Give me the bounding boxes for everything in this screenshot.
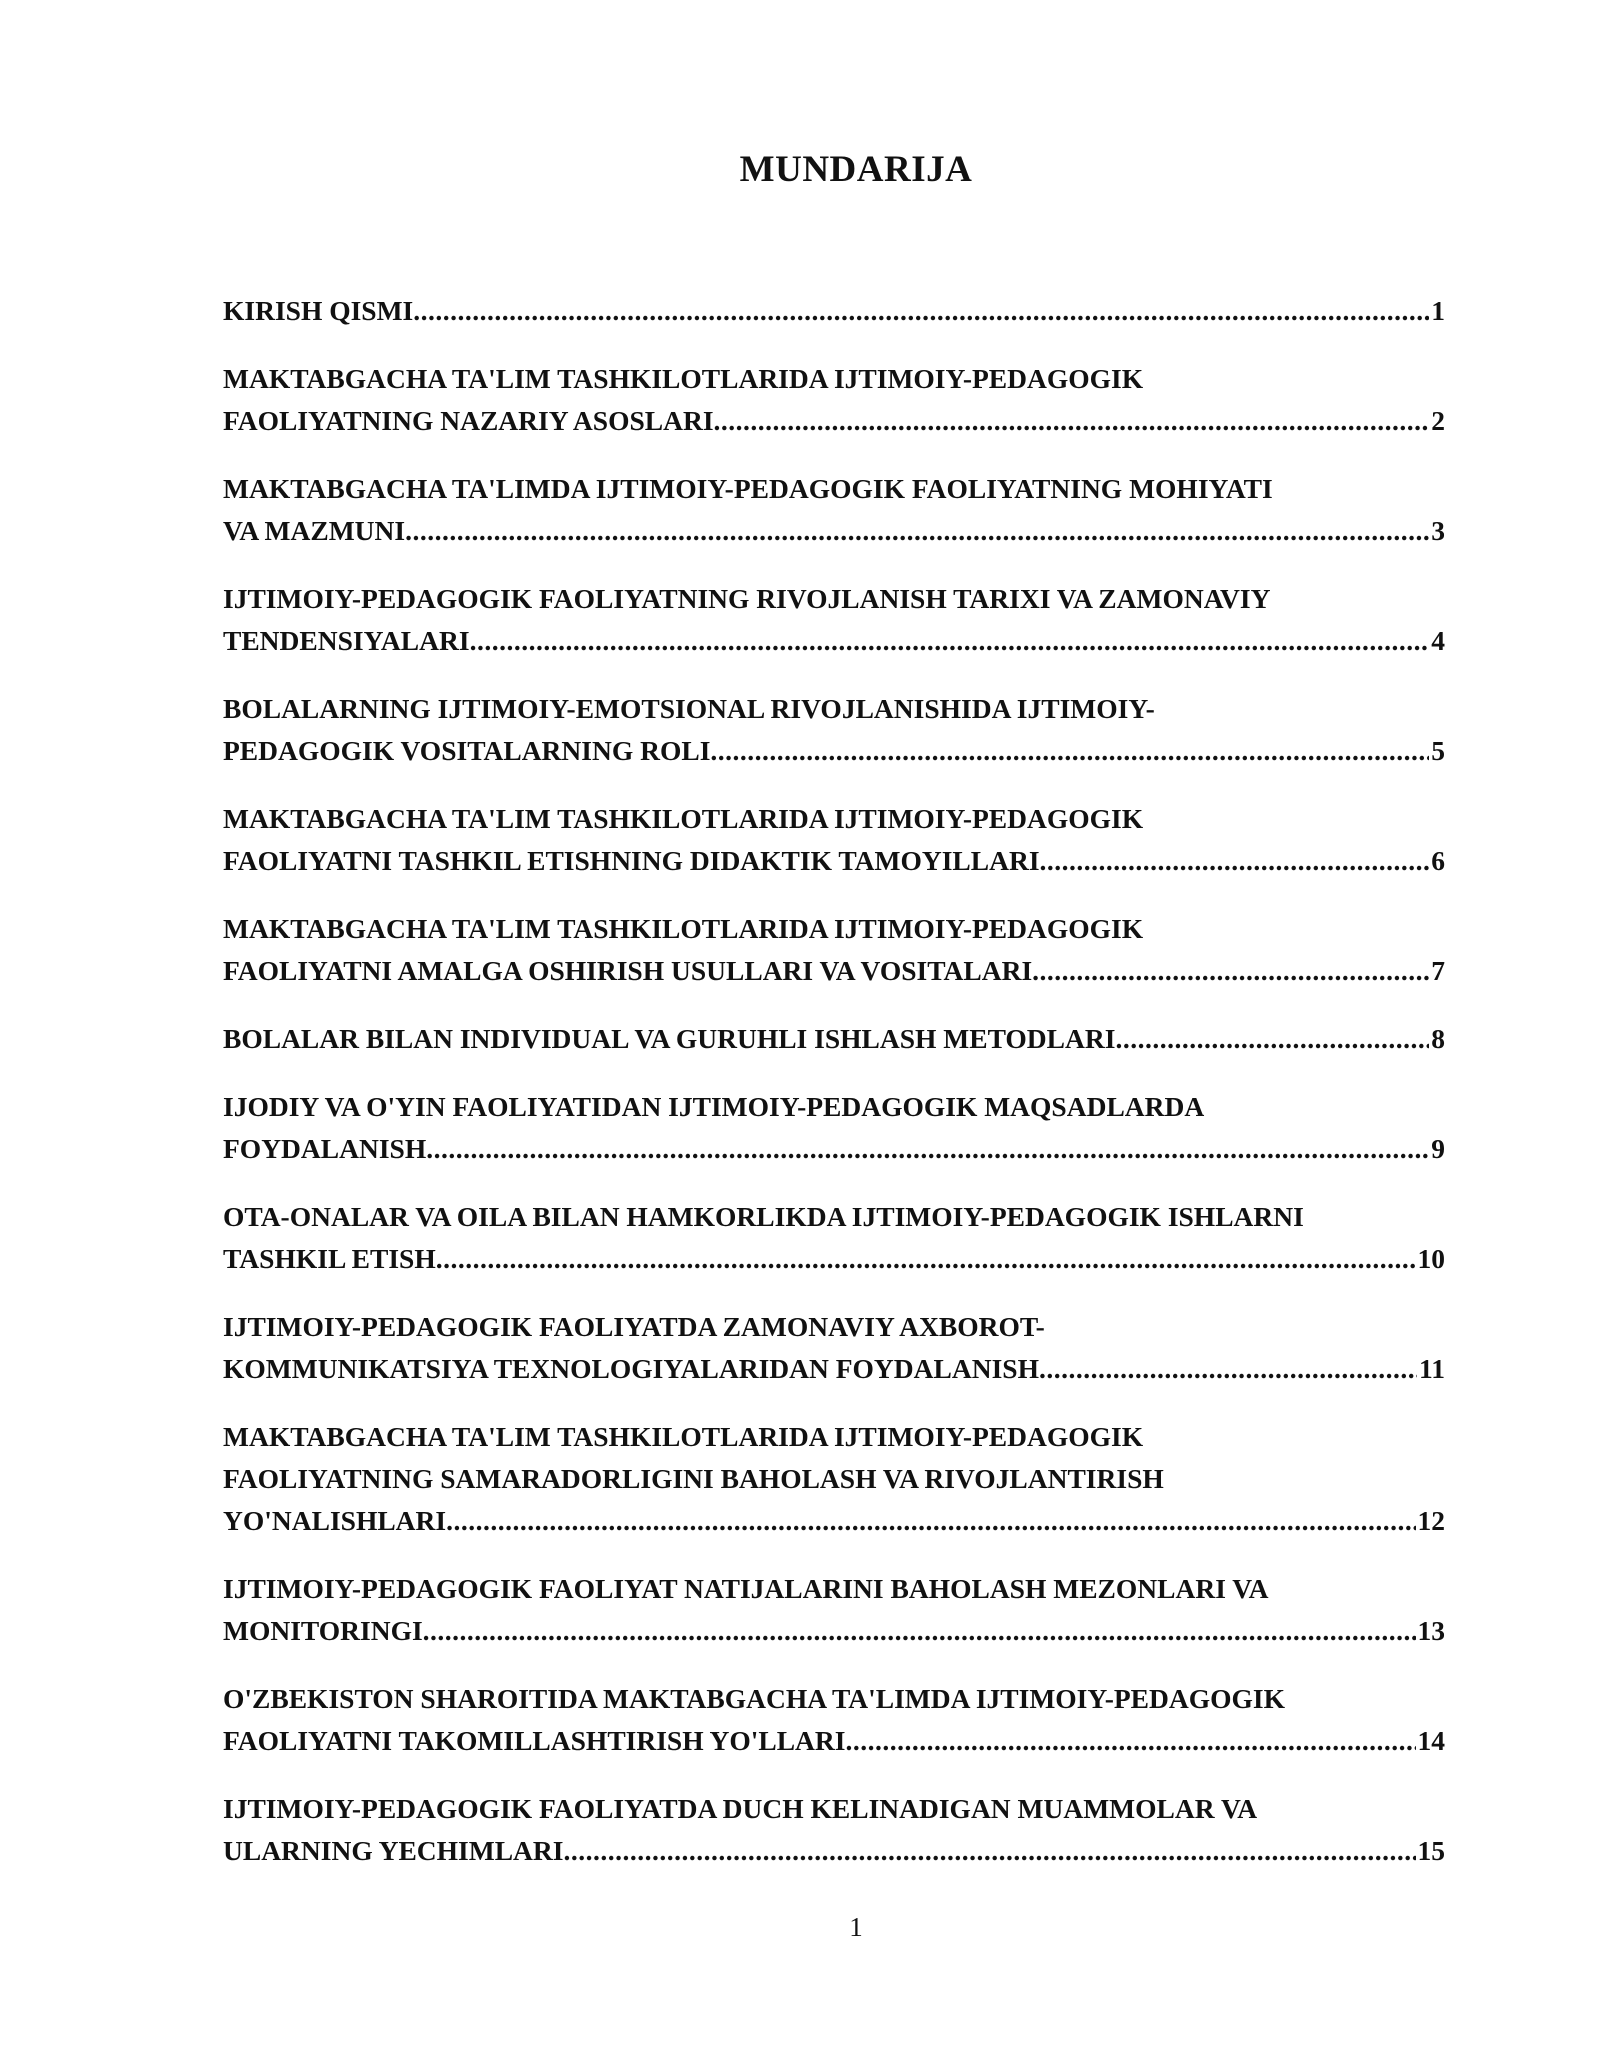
toc-entry-last-line xyxy=(223,400,1445,442)
toc-entry[interactable] xyxy=(223,1678,1445,1762)
toc-entry-page-number: 12 xyxy=(1417,1505,1445,1536)
toc-entry-title-line: IJTIMOIY-PEDAGOGIK FAOLIYATDA ZAMONAVIY AXBOROT- xyxy=(223,1311,1045,1342)
dot-leader xyxy=(405,510,1429,552)
toc-entry-last-line xyxy=(223,290,1445,332)
toc-entry-title-line: MAKTABGACHA TA'LIM TASHKILOTLARIDA IJTIMOIY-PEDAGOGIK xyxy=(223,803,1144,834)
toc-entry-page-number: 15 xyxy=(1417,1835,1445,1866)
toc-entry[interactable] xyxy=(223,1018,1445,1060)
toc-entry[interactable] xyxy=(223,1306,1445,1390)
dot-leader xyxy=(413,290,1429,332)
toc-entry-title-line: VA MAZMUNI xyxy=(223,515,406,546)
toc-entry-title-line: TASHKIL ETISH xyxy=(223,1243,436,1274)
toc-entry-title-line: FAOLIYATNI TAKOMILLASHTIRISH YO'LLARI xyxy=(223,1725,846,1756)
toc-entry[interactable] xyxy=(223,468,1445,552)
toc-entry-page-number: 4 xyxy=(1431,625,1445,656)
toc-entry-last-line xyxy=(223,510,1445,552)
toc-entry-page-number: 14 xyxy=(1417,1725,1445,1756)
toc-entry-title-line: FOYDALANISH xyxy=(223,1133,427,1164)
toc-entry-page-number: 10 xyxy=(1417,1243,1445,1274)
toc-entry-title-line: O'ZBEKISTON SHAROITIDA MAKTABGACHA TA'LIMDA IJTIMOIY-PEDAGOGIK xyxy=(223,1683,1285,1714)
dot-leader xyxy=(845,1720,1415,1762)
toc-entry[interactable] xyxy=(223,1416,1445,1542)
toc-entry-title-line: FAOLIYATNING SAMARADORLIGINI BAHOLASH VA RIVOJLANTIRISH xyxy=(223,1463,1164,1494)
toc-entry-title-line: FAOLIYATNI AMALGA OSHIRISH USULLARI VA VOSITALARI xyxy=(223,955,1033,986)
toc-entry-last-line xyxy=(223,840,1445,882)
dot-leader xyxy=(446,1500,1415,1542)
toc-entry[interactable] xyxy=(223,358,1445,442)
toc-entry-title-line: MONITORINGI xyxy=(223,1615,423,1646)
dot-leader xyxy=(436,1238,1416,1280)
toc-entry-title-line: MAKTABGACHA TA'LIM TASHKILOTLARIDA IJTIMOIY-PEDAGOGIK xyxy=(223,363,1144,394)
toc-entry-page-number: 6 xyxy=(1431,845,1445,876)
dot-leader xyxy=(1115,1018,1429,1060)
toc-entry[interactable] xyxy=(223,1788,1445,1872)
toc-entry-title-line: PEDAGOGIK VOSITALARNING ROLI xyxy=(223,735,711,766)
toc-entry[interactable] xyxy=(223,1568,1445,1652)
dot-leader xyxy=(1032,950,1429,992)
toc-entry-title-line: MAKTABGACHA TA'LIMDA IJTIMOIY-PEDAGOGIK FAOLIYATNING MOHIYATI xyxy=(223,473,1273,504)
toc-entry-page-number: 7 xyxy=(1431,955,1445,986)
dot-leader xyxy=(710,730,1429,772)
toc-entry-title-line: BOLALAR BILAN INDIVIDUAL VA GURUHLI ISHLASH METODLARI xyxy=(223,1023,1116,1054)
toc-entry-title-line: IJTIMOIY-PEDAGOGIK FAOLIYATNING RIVOJLANISH TARIXI VA ZAMONAVIY xyxy=(223,583,1271,614)
toc-entry[interactable] xyxy=(223,908,1445,992)
dot-leader xyxy=(423,1610,1416,1652)
toc-entry-last-line xyxy=(223,1018,1445,1060)
dot-leader xyxy=(1039,1348,1417,1390)
toc-entry-title-line: ULARNING YECHIMLARI xyxy=(223,1835,564,1866)
toc-entry-title-line: YO'NALISHLARI xyxy=(223,1505,447,1536)
toc-entry-last-line xyxy=(223,1128,1445,1170)
toc-entry-page-number: 13 xyxy=(1417,1615,1445,1646)
table-of-contents xyxy=(223,290,1445,1898)
toc-entry-title-line: BOLALARNING IJTIMOIY-EMOTSIONAL RIVOJLANISHIDA IJTIMOIY- xyxy=(223,693,1155,724)
toc-entry-last-line xyxy=(223,1348,1445,1390)
toc-entry-page-number: 8 xyxy=(1431,1023,1445,1054)
toc-entry-last-line xyxy=(223,730,1445,772)
toc-entry-title-line: IJTIMOIY-PEDAGOGIK FAOLIYATDA DUCH KELINADIGAN MUAMMOLAR VA xyxy=(223,1793,1258,1824)
toc-entry-title-line: OTA-ONALAR VA OILA BILAN HAMKORLIKDA IJTIMOIY-PEDAGOGIK ISHLARNI xyxy=(223,1201,1304,1232)
toc-entry-last-line xyxy=(223,1720,1445,1762)
dot-leader xyxy=(714,400,1430,442)
toc-entry[interactable] xyxy=(223,1086,1445,1170)
dot-leader xyxy=(563,1830,1415,1872)
toc-entry[interactable] xyxy=(223,578,1445,662)
toc-entry-last-line xyxy=(223,1238,1445,1280)
toc-entry-last-line xyxy=(223,1500,1445,1542)
toc-entry-page-number: 2 xyxy=(1431,405,1445,436)
page-title: MUNDARIJA xyxy=(739,149,973,190)
toc-entry[interactable] xyxy=(223,290,1445,332)
toc-entry-page-number: 3 xyxy=(1431,515,1445,546)
toc-entry-last-line xyxy=(223,620,1445,662)
toc-entry-title-line: MAKTABGACHA TA'LIM TASHKILOTLARIDA IJTIMOIY-PEDAGOGIK xyxy=(223,913,1144,944)
page-number: 1 xyxy=(849,1912,863,1942)
toc-entry-title-line: IJTIMOIY-PEDAGOGIK FAOLIYAT NATIJALARINI BAHOLASH MEZONLARI VA xyxy=(223,1573,1269,1604)
toc-entry-page-number: 5 xyxy=(1431,735,1445,766)
toc-entry-title-line: KIRISH QISMI xyxy=(223,295,414,326)
toc-entry-title-line: KOMMUNIKATSIYA TEXNOLOGIYALARIDAN FOYDALANISH xyxy=(223,1353,1039,1384)
toc-entry-page-number: 11 xyxy=(1419,1353,1445,1384)
toc-entry-page-number: 1 xyxy=(1431,295,1445,326)
dot-leader xyxy=(426,1128,1429,1170)
toc-entry[interactable] xyxy=(223,688,1445,772)
dot-leader xyxy=(470,620,1430,662)
toc-entry-title-line: FAOLIYATNI TASHKIL ETISHNING DIDAKTIK TAMOYILLARI xyxy=(223,845,1040,876)
toc-entry-title-line: FAOLIYATNING NAZARIY ASOSLARI xyxy=(223,405,714,436)
toc-entry-last-line xyxy=(223,950,1445,992)
toc-entry-title-line: TENDENSIYALARI xyxy=(223,625,470,656)
toc-entry-page-number: 9 xyxy=(1431,1133,1445,1164)
toc-entry-last-line xyxy=(223,1830,1445,1872)
toc-entry[interactable] xyxy=(223,1196,1445,1280)
toc-entry-last-line xyxy=(223,1610,1445,1652)
toc-entry-title-line: MAKTABGACHA TA'LIM TASHKILOTLARIDA IJTIMOIY-PEDAGOGIK xyxy=(223,1421,1144,1452)
dot-leader xyxy=(1040,840,1430,882)
toc-entry-title-line: IJODIY VA O'YIN FAOLIYATIDAN IJTIMOIY-PEDAGOGIK MAQSADLARDA xyxy=(223,1091,1205,1122)
toc-entry[interactable] xyxy=(223,798,1445,882)
